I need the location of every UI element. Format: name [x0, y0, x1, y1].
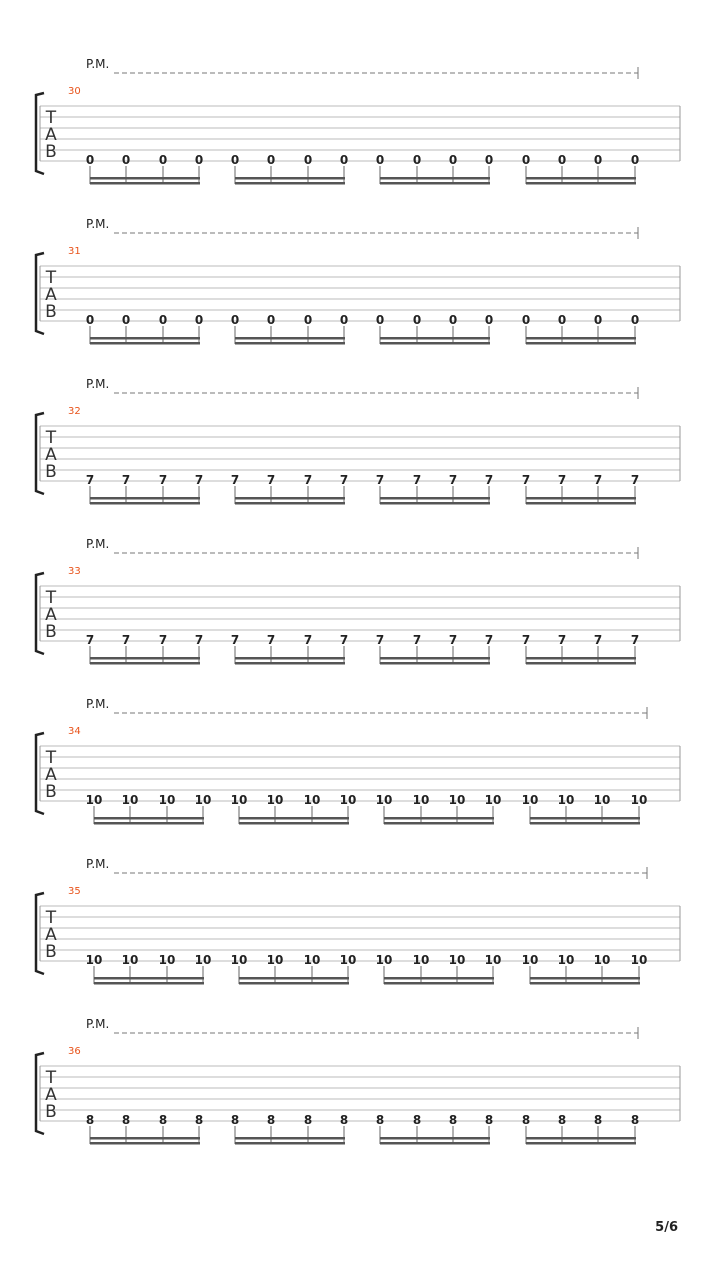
tab-clef-letter: T — [45, 748, 57, 768]
beam-secondary — [235, 662, 345, 665]
tab-clef-letter: A — [45, 925, 57, 945]
fret-number: 7 — [158, 633, 168, 647]
fret-number: 10 — [230, 793, 248, 807]
fret-number: 10 — [339, 793, 357, 807]
beam-primary — [239, 817, 349, 820]
beam-primary — [526, 657, 636, 660]
tab-clef-letter: A — [45, 445, 57, 465]
fret-number: 7 — [266, 473, 276, 487]
fret-number: 8 — [230, 1113, 240, 1127]
beam-primary — [235, 177, 345, 180]
fret-number: 0 — [630, 313, 640, 327]
beam-primary — [90, 657, 200, 660]
beam-secondary — [94, 822, 204, 825]
fret-number: 10 — [593, 953, 611, 967]
fret-number: 0 — [557, 153, 567, 167]
beam-secondary — [235, 502, 345, 505]
fret-number: 0 — [158, 153, 168, 167]
fret-number: 10 — [339, 953, 357, 967]
fret-number: 7 — [375, 473, 385, 487]
fret-number: 10 — [557, 793, 575, 807]
beam-secondary — [526, 662, 636, 665]
beam-primary — [380, 1137, 490, 1140]
fret-number: 8 — [194, 1113, 204, 1127]
palm-mute-label: P.M. — [86, 537, 110, 551]
fret-number: 0 — [303, 313, 313, 327]
fret-number: 10 — [194, 953, 212, 967]
fret-number: 8 — [303, 1113, 313, 1127]
measure-number: 33 — [68, 566, 81, 577]
beam-secondary — [384, 822, 494, 825]
fret-number: 0 — [375, 313, 385, 327]
fret-number: 10 — [158, 953, 176, 967]
tab-clef-letter: B — [45, 782, 57, 802]
fret-number: 7 — [303, 473, 313, 487]
measure-number: 35 — [68, 886, 81, 897]
beam-primary — [90, 177, 200, 180]
fret-number: 7 — [303, 633, 313, 647]
fret-number: 7 — [557, 633, 567, 647]
beam-primary — [94, 977, 204, 980]
beam-secondary — [94, 982, 204, 985]
tab-clef-letter: T — [45, 588, 57, 608]
beam-primary — [530, 977, 640, 980]
fret-number: 10 — [266, 953, 284, 967]
fret-number: 7 — [557, 473, 567, 487]
fret-number: 10 — [448, 953, 466, 967]
fret-number: 8 — [412, 1113, 422, 1127]
fret-number: 10 — [375, 793, 393, 807]
fret-number: 7 — [521, 473, 531, 487]
fret-number: 10 — [630, 953, 648, 967]
fret-number: 10 — [484, 953, 502, 967]
fret-number: 7 — [158, 473, 168, 487]
fret-number: 10 — [303, 793, 321, 807]
fret-number: 7 — [230, 633, 240, 647]
fret-number: 0 — [521, 313, 531, 327]
fret-number: 8 — [121, 1113, 131, 1127]
fret-number: 0 — [121, 313, 131, 327]
fret-number: 8 — [339, 1113, 349, 1127]
fret-number: 0 — [557, 313, 567, 327]
beam-primary — [526, 1137, 636, 1140]
fret-number: 7 — [484, 633, 494, 647]
fret-number: 0 — [448, 153, 458, 167]
fret-number: 10 — [230, 953, 248, 967]
tab-clef-letter: A — [45, 765, 57, 785]
fret-number: 0 — [630, 153, 640, 167]
beam-secondary — [90, 182, 200, 185]
fret-number: 0 — [158, 313, 168, 327]
fret-number: 10 — [266, 793, 284, 807]
tab-clef-letter: B — [45, 1102, 57, 1122]
fret-number: 10 — [521, 793, 539, 807]
fret-number: 10 — [375, 953, 393, 967]
fret-number: 10 — [630, 793, 648, 807]
beam-secondary — [530, 982, 640, 985]
fret-number: 7 — [448, 473, 458, 487]
fret-number: 10 — [593, 793, 611, 807]
fret-number: 7 — [484, 473, 494, 487]
tab-clef-letter: B — [45, 142, 57, 162]
measure-number: 34 — [68, 726, 81, 737]
fret-number: 10 — [557, 953, 575, 967]
fret-number: 0 — [484, 153, 494, 167]
fret-number: 8 — [448, 1113, 458, 1127]
fret-number: 10 — [412, 953, 430, 967]
fret-number: 0 — [85, 313, 95, 327]
fret-number: 0 — [85, 153, 95, 167]
fret-number: 7 — [630, 633, 640, 647]
beam-secondary — [384, 982, 494, 985]
beam-secondary — [380, 662, 490, 665]
measure-number: 30 — [68, 86, 81, 97]
fret-number: 0 — [194, 313, 204, 327]
fret-number: 10 — [85, 953, 103, 967]
fret-number: 10 — [448, 793, 466, 807]
fret-number: 0 — [521, 153, 531, 167]
fret-number: 7 — [230, 473, 240, 487]
fret-number: 0 — [484, 313, 494, 327]
palm-mute-label: P.M. — [86, 377, 110, 391]
fret-number: 10 — [158, 793, 176, 807]
beam-secondary — [235, 182, 345, 185]
fret-number: 7 — [194, 633, 204, 647]
beam-primary — [530, 817, 640, 820]
fret-number: 0 — [593, 313, 603, 327]
measure-number: 31 — [68, 246, 81, 257]
fret-number: 10 — [85, 793, 103, 807]
fret-number: 8 — [630, 1113, 640, 1127]
palm-mute-label: P.M. — [86, 57, 110, 71]
fret-number: 7 — [375, 633, 385, 647]
tab-clef-letter: B — [45, 462, 57, 482]
palm-mute-label: P.M. — [86, 217, 110, 231]
fret-number: 7 — [194, 473, 204, 487]
tab-clef-letter: T — [45, 428, 57, 448]
tab-clef-letter: B — [45, 302, 57, 322]
fret-number: 8 — [85, 1113, 95, 1127]
beam-primary — [235, 337, 345, 340]
beam-primary — [380, 337, 490, 340]
beam-secondary — [239, 822, 349, 825]
beam-primary — [90, 497, 200, 500]
tab-clef-letter: A — [45, 125, 57, 145]
fret-number: 7 — [593, 473, 603, 487]
fret-number: 0 — [339, 153, 349, 167]
page-number: 5/6 — [655, 1220, 678, 1235]
beam-secondary — [530, 822, 640, 825]
palm-mute-label: P.M. — [86, 697, 110, 711]
beam-primary — [380, 497, 490, 500]
fret-number: 7 — [339, 473, 349, 487]
measure-number: 32 — [68, 406, 81, 417]
beam-primary — [94, 817, 204, 820]
fret-number: 8 — [521, 1113, 531, 1127]
beam-primary — [235, 1137, 345, 1140]
fret-number: 0 — [230, 313, 240, 327]
beam-secondary — [526, 342, 636, 345]
fret-number: 8 — [484, 1113, 494, 1127]
tab-clef-letter: A — [45, 1085, 57, 1105]
beam-secondary — [235, 342, 345, 345]
beam-secondary — [380, 342, 490, 345]
fret-number: 7 — [85, 633, 95, 647]
fret-number: 0 — [339, 313, 349, 327]
tab-clef-letter: B — [45, 942, 57, 962]
fret-number: 0 — [230, 153, 240, 167]
beam-primary — [380, 177, 490, 180]
beam-secondary — [235, 1142, 345, 1145]
fret-number: 7 — [448, 633, 458, 647]
fret-number: 10 — [521, 953, 539, 967]
palm-mute-label: P.M. — [86, 1017, 110, 1031]
fret-number: 8 — [158, 1113, 168, 1127]
beam-secondary — [526, 1142, 636, 1145]
tab-clef-letter: T — [45, 1068, 57, 1088]
fret-number: 7 — [521, 633, 531, 647]
fret-number: 0 — [375, 153, 385, 167]
beam-primary — [384, 977, 494, 980]
beam-secondary — [380, 1142, 490, 1145]
beam-primary — [526, 497, 636, 500]
beam-secondary — [90, 342, 200, 345]
tab-clef-letter: A — [45, 285, 57, 305]
beam-secondary — [526, 182, 636, 185]
fret-number: 7 — [121, 473, 131, 487]
beam-primary — [239, 977, 349, 980]
beam-secondary — [526, 502, 636, 505]
tab-clef-letter: T — [45, 108, 57, 128]
beam-primary — [384, 817, 494, 820]
measure-number: 36 — [68, 1046, 81, 1057]
beam-primary — [235, 497, 345, 500]
beam-primary — [90, 1137, 200, 1140]
beam-secondary — [90, 662, 200, 665]
fret-number: 10 — [121, 793, 139, 807]
fret-number: 10 — [484, 793, 502, 807]
fret-number: 0 — [266, 153, 276, 167]
fret-number: 10 — [412, 793, 430, 807]
fret-number: 8 — [375, 1113, 385, 1127]
fret-number: 7 — [412, 473, 422, 487]
fret-number: 0 — [593, 153, 603, 167]
fret-number: 8 — [266, 1113, 276, 1127]
beam-secondary — [239, 982, 349, 985]
tab-clef-letter: T — [45, 908, 57, 928]
beam-primary — [526, 177, 636, 180]
beam-primary — [526, 337, 636, 340]
palm-mute-label: P.M. — [86, 857, 110, 871]
fret-number: 0 — [448, 313, 458, 327]
fret-number: 0 — [266, 313, 276, 327]
fret-number: 7 — [121, 633, 131, 647]
fret-number: 10 — [121, 953, 139, 967]
tab-clef-letter: A — [45, 605, 57, 625]
fret-number: 0 — [412, 153, 422, 167]
beam-secondary — [90, 1142, 200, 1145]
fret-number: 7 — [339, 633, 349, 647]
fret-number: 7 — [266, 633, 276, 647]
beam-secondary — [380, 182, 490, 185]
beam-secondary — [90, 502, 200, 505]
tab-clef-letter: B — [45, 622, 57, 642]
fret-number: 0 — [412, 313, 422, 327]
fret-number: 8 — [593, 1113, 603, 1127]
fret-number: 7 — [593, 633, 603, 647]
fret-number: 0 — [194, 153, 204, 167]
fret-number: 10 — [194, 793, 212, 807]
beam-primary — [380, 657, 490, 660]
fret-number: 8 — [557, 1113, 567, 1127]
fret-number: 7 — [630, 473, 640, 487]
beam-primary — [90, 337, 200, 340]
beam-primary — [235, 657, 345, 660]
fret-number: 7 — [85, 473, 95, 487]
fret-number: 7 — [412, 633, 422, 647]
tab-clef-letter: T — [45, 268, 57, 288]
beam-secondary — [380, 502, 490, 505]
fret-number: 0 — [303, 153, 313, 167]
fret-number: 10 — [303, 953, 321, 967]
fret-number: 0 — [121, 153, 131, 167]
